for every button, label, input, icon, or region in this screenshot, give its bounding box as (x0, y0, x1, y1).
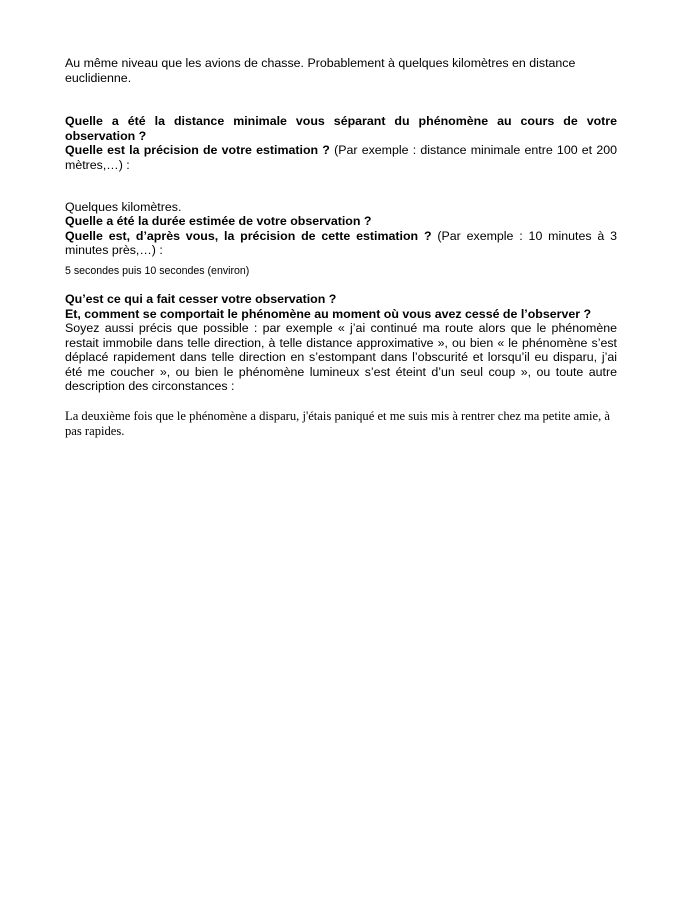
question-stop-block (65, 292, 617, 394)
question-duration-block (65, 214, 617, 258)
question-behavior-hint: Soyez aussi précis que possible : par exemple « j’ai continué ma route alors que le phénomène restait immobile dans telle direction, à telle distance approximative », ou bien « le phénomène s’est déplacé rapidement dans telle direction en s’estompant dans l’obscurité et lorsqu’il eu disparu, j’ai été me coucher », ou bien le phénomène lumineux s’est éteint d’un seul coup », ou toute autre description des circonstances : (65, 321, 617, 393)
question-min-distance: Quelle a été la distance minimale vous séparant du phénomène au cours de votre observation ? (65, 114, 617, 143)
question-distance-precision-line (65, 143, 617, 172)
question-min-distance-block (65, 114, 617, 172)
question-distance-precision-hint: (Par exemple : distance minimale entre 100 et 200 mètres,…) : (65, 143, 617, 172)
question-duration-precision-line (65, 229, 617, 258)
answer-end-observation: La deuxième fois que le phénomène a disparu, j'étais paniqué et me suis mis à rentrer chez ma petite amie, à pas rapides. (65, 409, 610, 438)
question-duration-precision: Quelle est, d’après vous, la précision de cette estimation ? (65, 228, 432, 243)
answer-fighters-level: Au même niveau que les avions de chasse. Probablement à quelques kilomètres en distance euclidienne. (65, 56, 576, 85)
question-duration-precision-hint: (Par exemple : 10 minutes à 3 minutes près,…) : (65, 228, 618, 257)
answer-distance: Quelques kilomètres. (65, 200, 182, 214)
question-behavior: Et, comment se comportait le phénomène au moment où vous avez cessé de l’observer ? (65, 306, 592, 321)
question-distance-precision: Quelle est la précision de votre estimation ? (65, 143, 330, 157)
answer-duration: 5 secondes puis 10 secondes (environ) (65, 265, 250, 277)
question-stop: Qu’est ce qui a fait cesser votre observation ? (65, 292, 337, 306)
question-duration: Quelle a été la durée estimée de votre observation ? (65, 214, 372, 228)
